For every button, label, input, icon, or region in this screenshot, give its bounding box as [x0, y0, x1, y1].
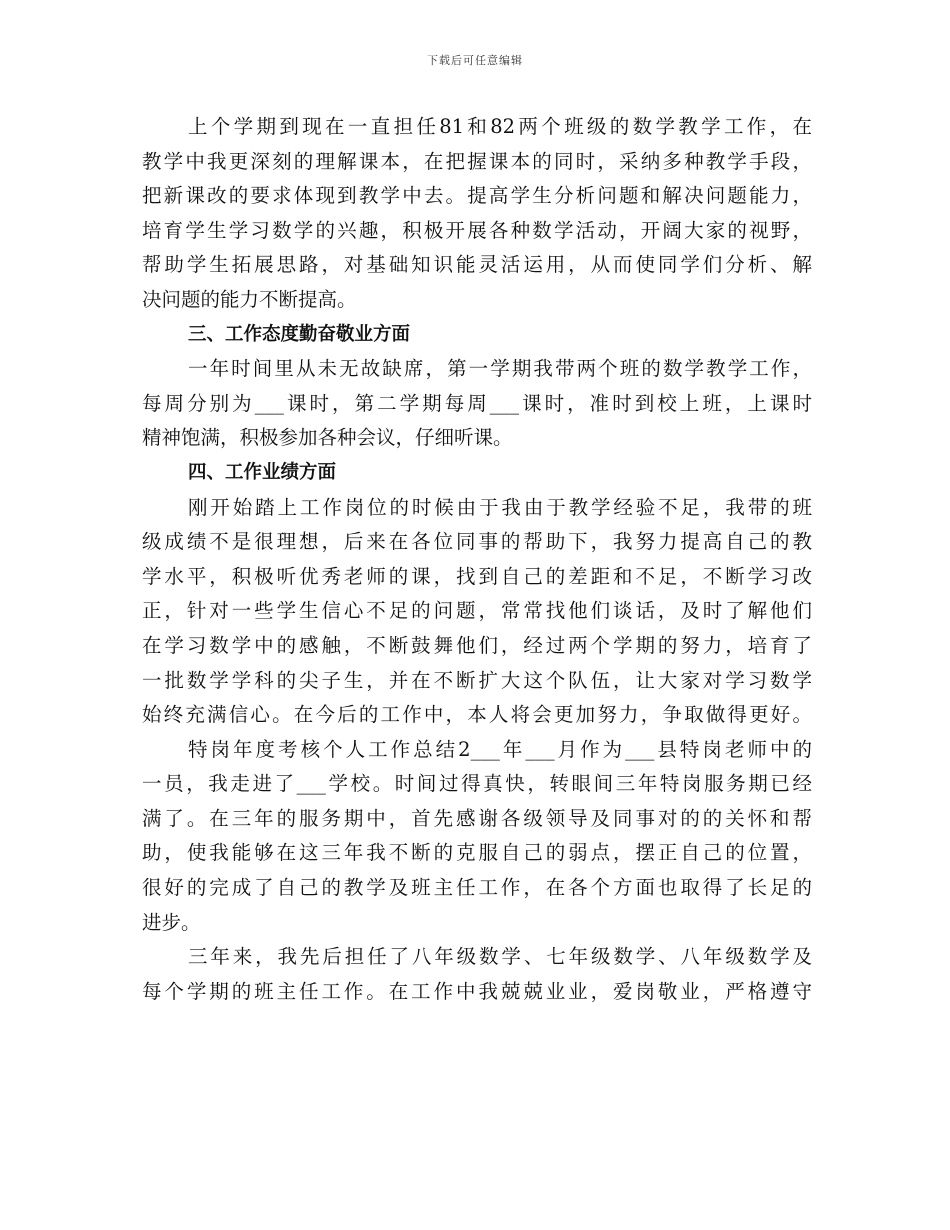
text-line: 满了。在三年的服务期中，首先感谢各级领导及同事对的的关怀和帮	[142, 806, 812, 830]
text-line: 把新课改的要求体现到教学中去。提高学生分析问题和解决问题能力，	[142, 184, 812, 208]
text-line: 一批数学学科的尖子生，并在不断扩大这个队伍，让大家对学习数学	[142, 668, 812, 692]
text-line: 一年时间里从未无故缺席，第一学期我带两个班的数学教学工作，	[188, 357, 812, 381]
section-heading: 三、工作态度勤奋敬业方面	[188, 323, 411, 345]
text-line: 级成绩不是很理想，后来在各位同事的帮助下，我努力提高自己的教	[142, 530, 812, 554]
text-line: 刚开始踏上工作岗位的时候由于我由于教学经验不足，我带的班	[188, 495, 812, 519]
text-line: 始终充满信心。在今后的工作中，本人将会更加努力，争取做得更好。	[142, 703, 812, 727]
text-line: 特岗年度考核个人工作总结2___年___月作为___县特岗老师中的	[188, 737, 812, 761]
text-line: 进步。	[142, 910, 201, 934]
text-line: 在学习数学中的感触，不断鼓舞他们，经过两个学期的努力，培育了	[142, 633, 812, 657]
text-line: 培育学生学习数学的兴趣，积极开展各种数学活动，开阔大家的视野，	[142, 218, 812, 242]
text-line: 学水平，积极听优秀老师的课，找到自己的差距和不足，不断学习改	[142, 564, 812, 588]
text-line: 很好的完成了自己的教学及班主任工作，在各个方面也取得了长足的	[142, 876, 812, 900]
text-line: 教学中我更深刻的理解课本，在把握课本的同时，采纳多种教学手段，	[142, 149, 812, 173]
page-header: 下载后可任意编辑	[427, 54, 523, 67]
text-line: 一员，我走进了___学校。时间过得真快，转眼间三年特岗服务期已经	[142, 772, 812, 796]
text-line: 决问题的能力不断提高。	[142, 287, 357, 311]
document-body	[142, 110, 812, 1009]
text-line: 助，使我能够在这三年我不断的克服自己的弱点，摆正自己的位置，	[142, 841, 812, 865]
text-line: 三年来，我先后担任了八年级数学、七年级数学、八年级数学及	[188, 945, 812, 969]
text-line: 每个学期的班主任工作。在工作中我兢兢业业，爱岗敬业，严格遵守	[142, 979, 812, 1003]
text-line: 上个学期到现在一直担任81和82两个班级的数学教学工作，在	[188, 115, 812, 138]
text-line: 每周分别为___课时，第二学期每周___课时，准时到校上班，上课时	[142, 391, 812, 415]
text-line: 帮助学生拓展思路，对基础知识能灵活运用，从而使同学们分析、解	[142, 253, 812, 277]
text-line: 精神饱满，积极参加各种会议，仔细听课。	[142, 426, 513, 450]
text-line: 正，针对一些学生信心不足的问题，常常找他们谈话，及时了解他们	[142, 599, 812, 623]
section-heading: 四、工作业绩方面	[188, 461, 337, 483]
